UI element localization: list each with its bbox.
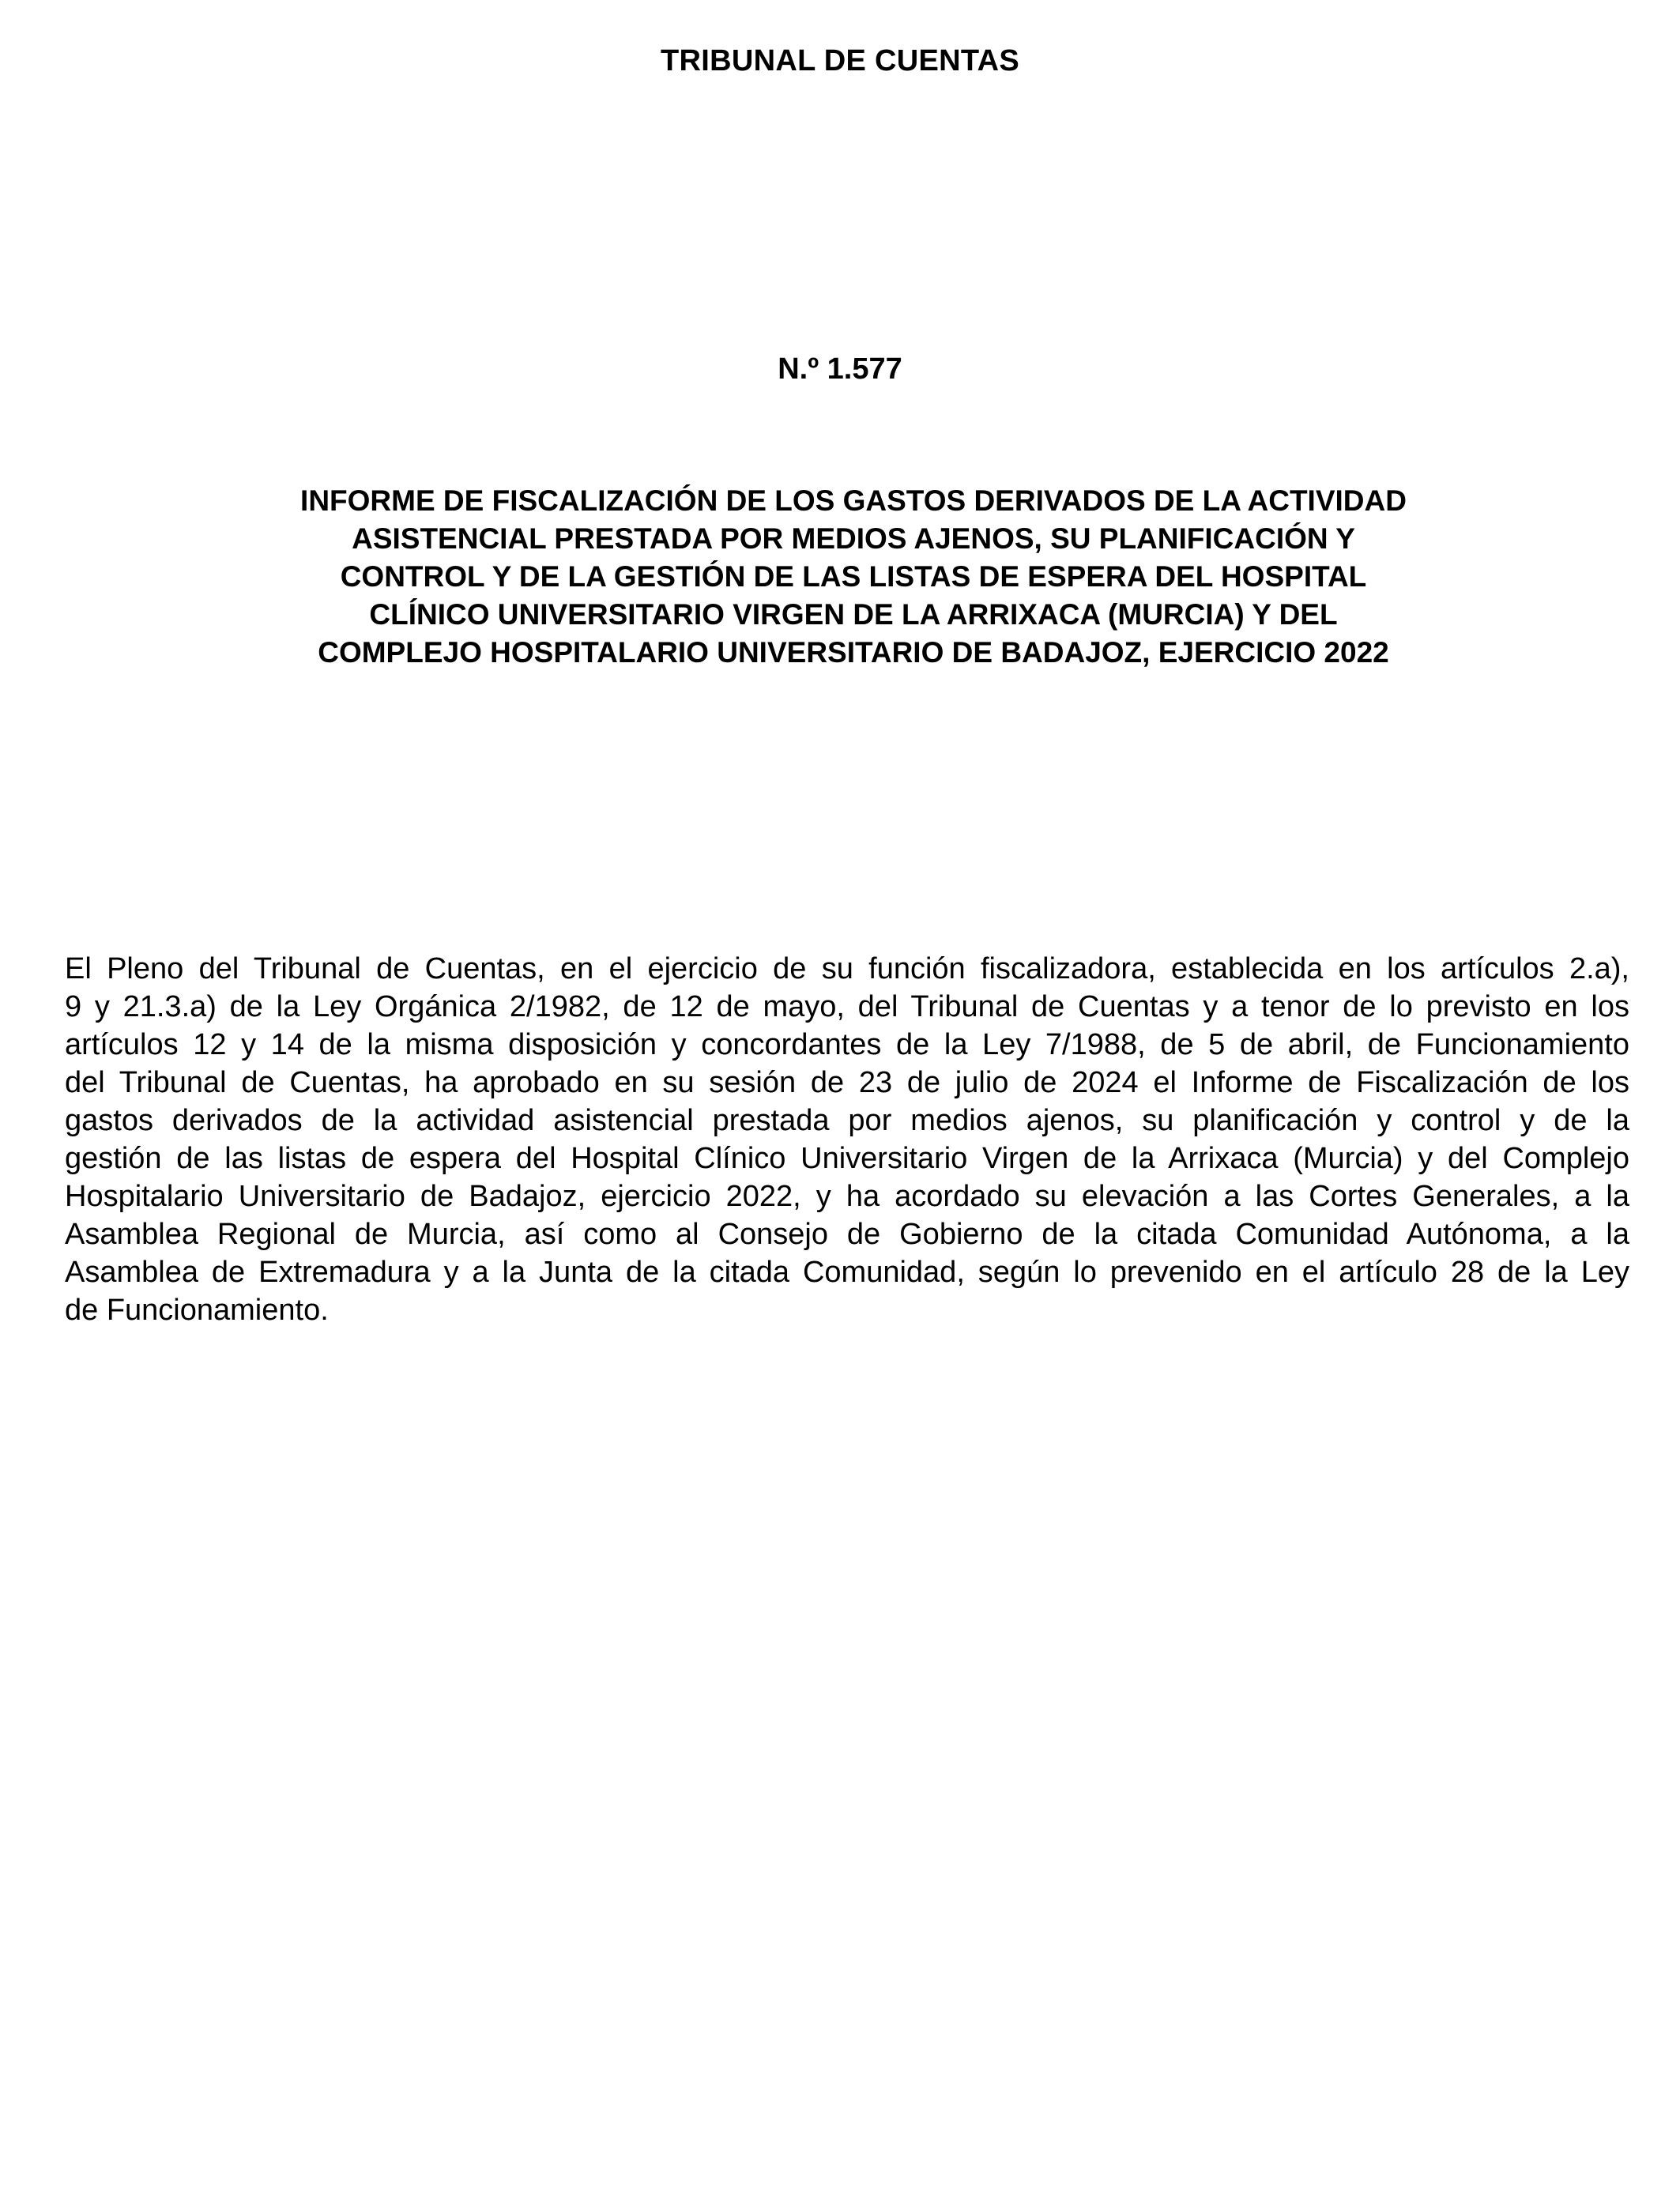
body-line: Asamblea de Extremadura y a la Junta de la citada Comunidad, según lo prevenido en el artículo 28 de la Ley bbox=[65, 1256, 1629, 1289]
report-title-line: COMPLEJO HOSPITALARIO UNIVERSITARIO DE BADAJOZ, EJERCICIO 2022 bbox=[318, 636, 1389, 669]
body-line: gestión de las listas de espera del Hospital Clínico Universitario Virgen de la Arrixaca (Murcia) y del Complejo bbox=[65, 1142, 1629, 1175]
report-title-line: CLÍNICO UNIVERSITARIO VIRGEN DE LA ARRIXACA (MURCIA) Y DEL bbox=[369, 598, 1338, 631]
body-line: 9 y 21.3.a) de la Ley Orgánica 2/1982, de 12 de mayo, del Tribunal de Cuentas y a tenor de lo previsto en los bbox=[65, 990, 1629, 1023]
report-title-line: ASISTENCIAL PRESTADA POR MEDIOS AJENOS, SU PLANIFICACIÓN Y bbox=[352, 522, 1355, 555]
report-title bbox=[237, 482, 1470, 672]
report-number: N.º 1.577 bbox=[778, 352, 902, 386]
body-paragraph bbox=[65, 950, 1629, 1329]
body-line: Hospitalario Universitario de Badajoz, ejercicio 2022, y ha acordado su elevación a las Cortes Generales, a la bbox=[65, 1180, 1629, 1213]
body-line: del Tribunal de Cuentas, ha aprobado en su sesión de 23 de julio de 2024 el Informe de Fiscalización de los bbox=[65, 1066, 1629, 1099]
body-line: El Pleno del Tribunal de Cuentas, en el ejercicio de su función fiscalizadora, establecida en los artículos 2.a), bbox=[65, 952, 1629, 985]
body-line: Asamblea Regional de Murcia, así como al Consejo de Gobierno de la citada Comunidad Autónoma, a la bbox=[65, 1218, 1629, 1251]
report-title-line: CONTROL Y DE LA GESTIÓN DE LAS LISTAS DE ESPERA DEL HOSPITAL bbox=[340, 560, 1367, 593]
body-line: artículos 12 y 14 de la misma disposición y concordantes de la Ley 7/1988, de 5 de abril, de Funcionamiento bbox=[65, 1028, 1629, 1061]
institution-header: TRIBUNAL DE CUENTAS bbox=[661, 44, 1019, 77]
body-line: de Funcionamiento. bbox=[65, 1294, 329, 1327]
body-line: gastos derivados de la actividad asistencial prestada por medios ajenos, su planificación y control y de la bbox=[65, 1104, 1629, 1137]
report-title-line: INFORME DE FISCALIZACIÓN DE LOS GASTOS DERIVADOS DE LA ACTIVIDAD bbox=[300, 484, 1407, 517]
